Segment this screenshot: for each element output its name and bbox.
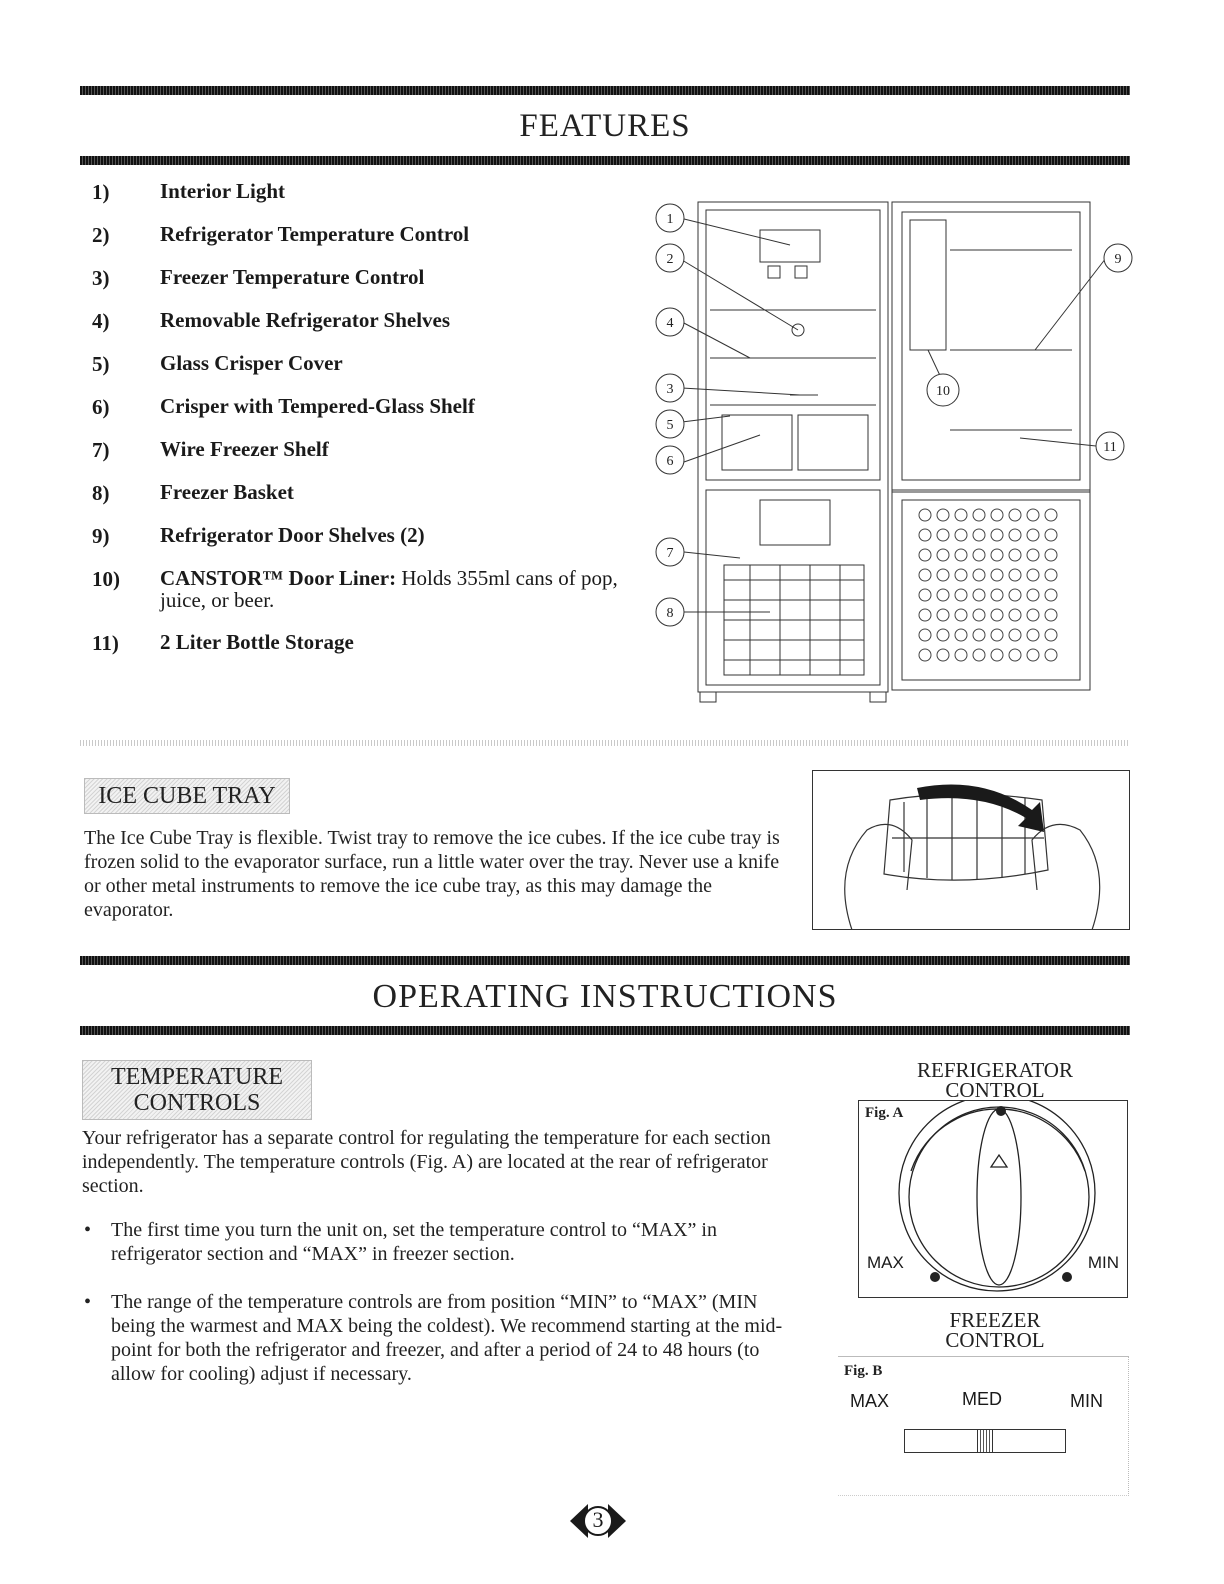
temperature-controls-heading [82, 1060, 312, 1120]
fig-b-label: Fig. B [844, 1363, 883, 1379]
callout-label: 8 [666, 606, 674, 621]
slider-med-label: MED [962, 1389, 1002, 1409]
feature-number: 4) [92, 309, 110, 333]
title-line-2: CONTROL [945, 1078, 1045, 1102]
heading-line-1: TEMPERATURE [110, 1064, 283, 1090]
operating-title: OPERATING INSTRUCTIONS [372, 978, 838, 1015]
feature-number: 3) [92, 266, 110, 290]
feature-label: Wire Freezer Shelf [160, 437, 329, 461]
callout-label: 6 [666, 454, 674, 469]
feature-label: Freezer Temperature Control [160, 265, 425, 289]
callout-label: 4 [666, 316, 674, 331]
feature-item [92, 631, 652, 674]
slider-max-label: MAX [850, 1391, 890, 1411]
callout-label: 3 [666, 382, 674, 397]
callout-label: 5 [666, 418, 674, 433]
feature-item [92, 481, 652, 524]
page-number-badge [566, 1498, 630, 1544]
bullet-dot: • [84, 1219, 92, 1241]
dial-min-label: MIN [1087, 1253, 1119, 1272]
temperature-intro-text: Your refrigerator has a separate control for regulating the temperature for each section independently. The temperature controls (Fig. A) are located at the rear of refrigerator section. [82, 1127, 771, 1197]
operating-top-rule [80, 956, 1130, 965]
feature-label: Interior Light [160, 179, 286, 203]
slider-min-label: MIN [1070, 1391, 1103, 1411]
feature-number: 8) [92, 481, 110, 505]
refrigerator-control-figure [858, 1100, 1128, 1298]
feature-label: Glass Crisper Cover [160, 351, 343, 375]
callout-label: 1 [666, 212, 674, 227]
bullet-dot: • [84, 1291, 92, 1313]
feature-label [160, 567, 660, 611]
feature-item [92, 395, 652, 438]
bullet-text: The range of the temperature controls are from position “MIN” to “MAX” (MIN being the warmest and MAX being the coldest). We recommend starting at the mid-point for both the refrigerator and freezer, and after a period of 24 to 48 hours (to allow for cooling) adjust if necessary. [111, 1291, 783, 1385]
feature-label: Freezer Basket [160, 480, 294, 504]
operating-bottom-rule [80, 1026, 1130, 1035]
callout-label: 7 [666, 546, 674, 561]
feature-number: 7) [92, 438, 110, 462]
feature-label: Refrigerator Door Shelves (2) [160, 523, 425, 547]
feature-number: 6) [92, 395, 110, 419]
feature-item [92, 309, 652, 352]
title-line-1: FREEZER [949, 1308, 1041, 1332]
feature-number: 2) [92, 223, 110, 247]
feature-label: 2 Liter Bottle Storage [160, 630, 354, 654]
ice-tray-illustration [812, 770, 1130, 930]
section-separator [80, 740, 1130, 746]
feature-item [92, 180, 652, 223]
callout-label: 10 [936, 384, 950, 399]
callout-label: 11 [1103, 440, 1117, 455]
refrigerator-diagram [640, 190, 1140, 735]
feature-label: Removable Refrigerator Shelves [160, 308, 451, 332]
ice-cube-tray-heading: ICE CUBE TRAY [84, 778, 290, 814]
fig-a-label: Fig. A [865, 1105, 904, 1121]
feature-number: 10) [92, 567, 120, 591]
features-list [92, 180, 652, 674]
features-bottom-rule [80, 156, 1130, 165]
callout-label: 2 [666, 252, 674, 267]
features-top-rule [80, 86, 1130, 95]
feature-item [92, 567, 652, 631]
feature-number: 5) [92, 352, 110, 376]
dial-max-label: MAX [867, 1253, 904, 1272]
feature-label-bold: CANSTOR™ Door Liner: [160, 566, 397, 590]
page-number: 3 [592, 1507, 604, 1532]
feature-item [92, 352, 652, 395]
feature-item [92, 438, 652, 481]
features-title: FEATURES [519, 108, 691, 144]
freezer-slider-knob [977, 1430, 993, 1452]
feature-number: 1) [92, 180, 110, 204]
heading-line-2: CONTROLS [133, 1090, 261, 1116]
feature-item [92, 524, 652, 567]
feature-item [92, 266, 652, 309]
freezer-control-title [860, 1310, 1130, 1350]
refrigerator-control-title [860, 1060, 1130, 1100]
feature-number: 9) [92, 524, 110, 548]
instruction-bullet [84, 1290, 804, 1390]
callout-label: 9 [1114, 252, 1122, 267]
freezer-control-figure [838, 1356, 1129, 1496]
feature-label: Refrigerator Temperature Control [160, 222, 470, 246]
bullet-text: The first time you turn the unit on, set the temperature control to “MAX” in refrigerator section and “MAX” in freezer section. [111, 1219, 717, 1265]
ice-cube-tray-text: The Ice Cube Tray is flexible. Twist tray to remove the ice cubes. If the ice cube tray is frozen solid to the evaporator surface, run a little water over the tray. Never use a knife or other metal instruments to remove the ice cube tray, as this may damage the evaporator. [84, 827, 780, 921]
feature-item [92, 223, 652, 266]
title-line-2: CONTROL [945, 1328, 1045, 1352]
title-line-1: REFRIGERATOR [917, 1058, 1073, 1082]
instruction-bullet [84, 1218, 804, 1268]
feature-number: 11) [92, 631, 119, 655]
feature-label: Crisper with Tempered-Glass Shelf [160, 394, 475, 418]
feature-detail: Holds 355ml cans of pop, juice, or beer. [160, 566, 618, 612]
freezer-slider-track [904, 1429, 1066, 1453]
